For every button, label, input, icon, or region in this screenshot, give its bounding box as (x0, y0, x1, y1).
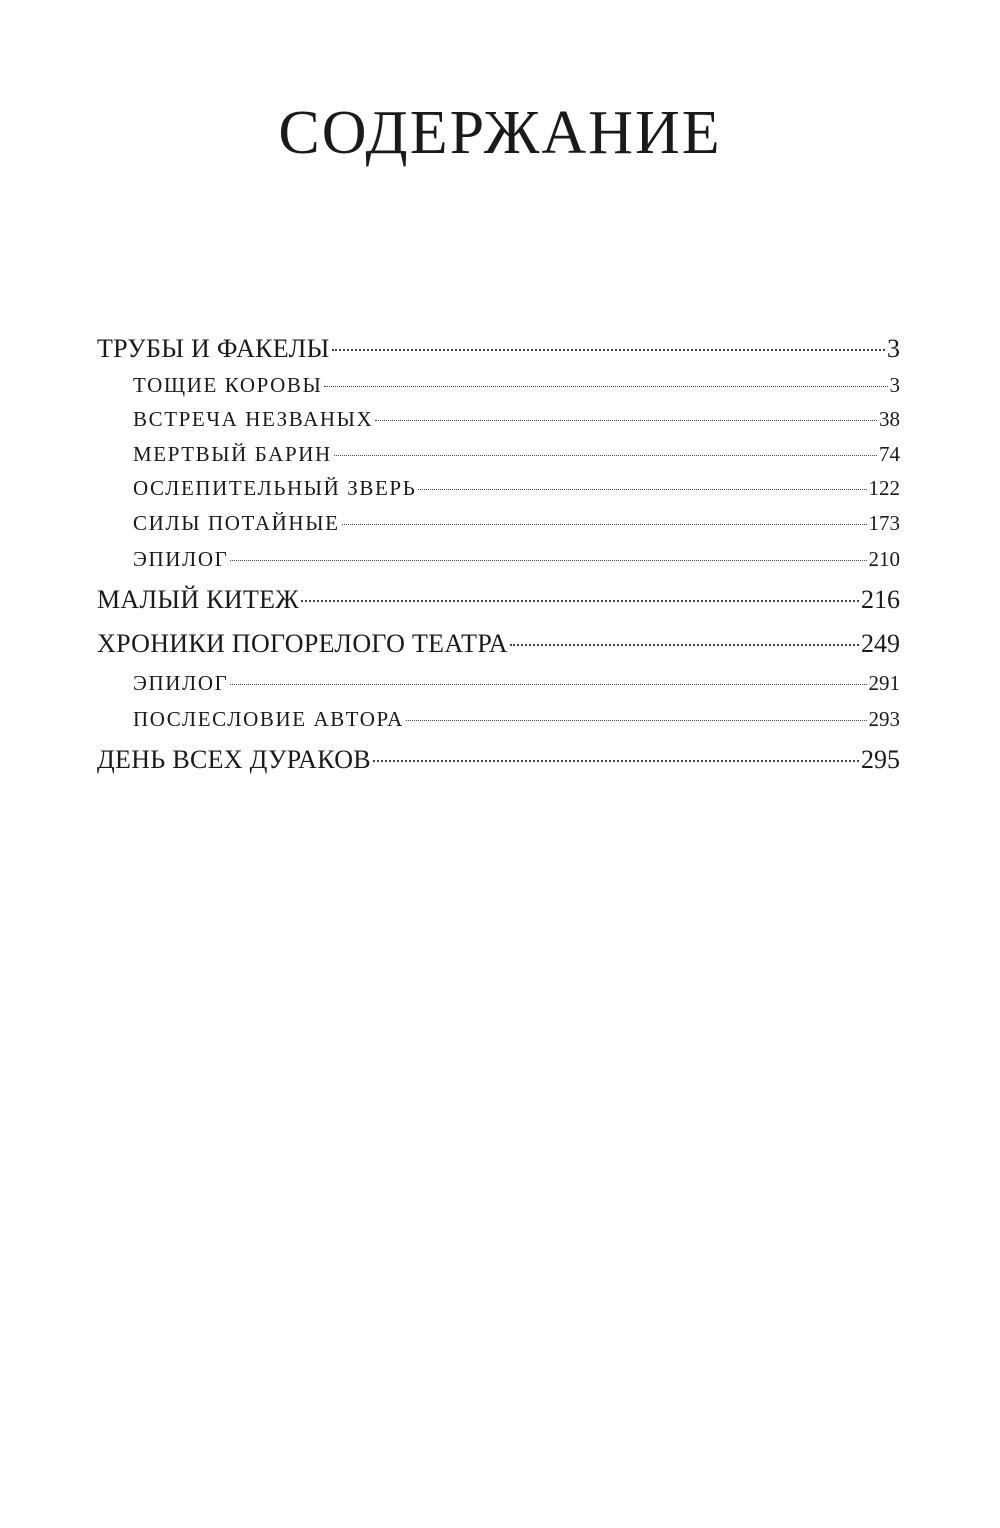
toc-subentry[interactable] (97, 402, 900, 437)
toc-page-number: 3 (889, 373, 900, 397)
toc-subentry[interactable] (97, 368, 900, 402)
toc-entry-title: ХРОНИКИ ПОГОРЕЛОГО ТЕАТРА (97, 629, 508, 658)
toc-entry-title: ПОСЛЕСЛОВИЕ АВТОРА (133, 707, 404, 731)
toc-subentry[interactable] (97, 437, 900, 472)
toc-entry-title: ДЕНЬ ВСЕХ ДУРАКОВ (97, 745, 371, 774)
toc-subentry[interactable] (97, 471, 900, 506)
dot-leader (406, 720, 867, 721)
toc-page-number: 216 (861, 585, 900, 614)
toc-entry[interactable] (97, 738, 900, 782)
dot-leader (418, 489, 866, 490)
dot-leader (324, 386, 887, 387)
toc-subentry[interactable] (97, 700, 900, 738)
toc-page-number: 122 (868, 476, 900, 500)
toc-page-number: 173 (868, 510, 900, 535)
toc-entry-title: ТОЩИЕ КОРОВЫ (133, 373, 323, 397)
dot-leader (342, 524, 867, 525)
dot-leader (301, 600, 859, 602)
toc-page-number: 38 (879, 407, 900, 431)
dot-leader (230, 684, 866, 685)
toc-entry-title: МЕРТВЫЙ БАРИН (133, 441, 332, 466)
toc-entry[interactable] (97, 578, 900, 622)
dot-leader (510, 644, 859, 646)
toc-entry-title: ОСЛЕПИТЕЛЬНЫЙ ЗВЕРЬ (133, 476, 417, 500)
dot-leader (230, 560, 866, 561)
dot-leader (332, 349, 885, 351)
toc-entry-title: ЭПИЛОГ (133, 671, 229, 695)
toc-page-number: 291 (868, 671, 900, 695)
dot-leader (334, 455, 877, 456)
toc-page-number: 295 (861, 745, 900, 774)
toc-subentry[interactable] (97, 540, 900, 578)
toc-page-number: 293 (868, 707, 900, 731)
toc-entry-title: СИЛЫ ПОТАЙНЫЕ (133, 510, 340, 535)
toc-entry-title: ТРУБЫ И ФАКЕЛЫ (97, 334, 330, 363)
toc-page-number: 249 (861, 629, 900, 658)
dot-leader (375, 420, 877, 421)
toc-entry-title: ЭПИЛОГ (133, 547, 229, 571)
dot-leader (373, 760, 859, 762)
toc-entry-title: ВСТРЕЧА НЕЗВАНЫХ (133, 407, 374, 431)
page-title: СОДЕРЖАНИЕ (278, 99, 722, 167)
toc-page-number: 3 (887, 334, 900, 363)
toc-entry[interactable] (97, 622, 900, 666)
toc-subentry[interactable] (97, 506, 900, 541)
toc-page-number: 74 (879, 441, 900, 466)
toc-entry[interactable] (97, 330, 900, 368)
toc-entry-title: МАЛЫЙ КИТЕЖ (97, 585, 299, 614)
toc-page-number: 210 (868, 547, 900, 571)
table-of-contents (97, 330, 900, 782)
toc-subentry[interactable] (97, 666, 900, 700)
